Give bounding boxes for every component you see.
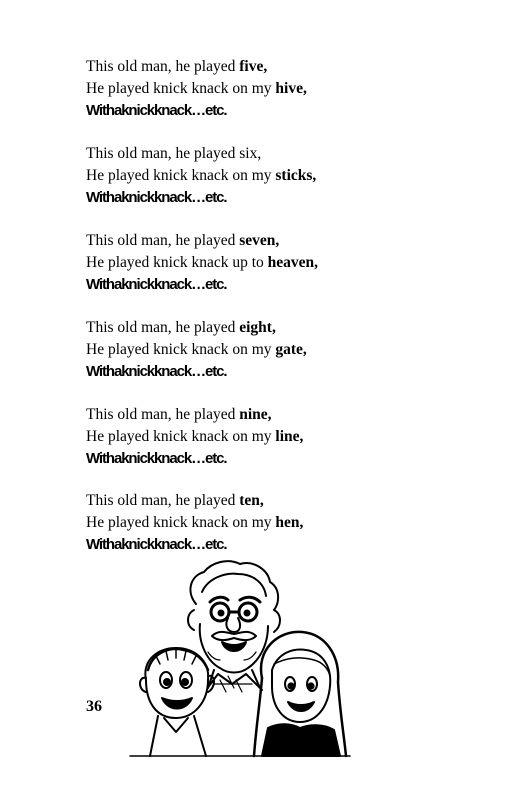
line-text: He played knick knack on my bbox=[86, 167, 276, 184]
stanza-line-2 bbox=[86, 512, 466, 534]
line-emphasis: hen, bbox=[275, 514, 304, 531]
stanza-nine bbox=[86, 404, 466, 470]
stanza-refrain: Withaknickknack…etc. bbox=[86, 189, 227, 206]
stanza-ten bbox=[86, 490, 466, 556]
stanza-refrain: Withaknickknack…etc. bbox=[86, 276, 227, 293]
line-text: This old man, he played bbox=[86, 232, 240, 249]
line-text: He played knick knack on my bbox=[86, 341, 276, 358]
line-emphasis: eight, bbox=[239, 319, 276, 336]
stanza-line-2 bbox=[86, 78, 466, 100]
family-cartoon-icon bbox=[128, 552, 352, 762]
stanza-line-2 bbox=[86, 252, 466, 274]
stanza-refrain: Withaknickknack…etc. bbox=[86, 536, 227, 553]
line-emphasis: seven, bbox=[239, 232, 280, 249]
stanza-line-1 bbox=[86, 490, 466, 512]
stanza-line-1 bbox=[86, 56, 466, 78]
stanza-line-2 bbox=[86, 426, 466, 448]
line-text: This old man, he played six, bbox=[86, 145, 262, 162]
line-text: He played knick knack on my bbox=[86, 80, 276, 97]
stanza-five bbox=[86, 56, 466, 122]
stanza-line-2 bbox=[86, 339, 466, 361]
stanza-line-1 bbox=[86, 404, 466, 426]
stanza-refrain: Withaknickknack…etc. bbox=[86, 450, 227, 467]
stanza-line-1 bbox=[86, 230, 466, 252]
stanza-eight bbox=[86, 317, 466, 383]
line-emphasis: five, bbox=[239, 58, 268, 75]
stanza-refrain: Withaknickknack…etc. bbox=[86, 363, 227, 380]
line-emphasis: ten, bbox=[239, 492, 264, 509]
stanza-line-2 bbox=[86, 165, 466, 187]
line-text: This old man, he played bbox=[86, 58, 240, 75]
line-emphasis: gate, bbox=[275, 341, 307, 358]
line-text: He played knick knack on my bbox=[86, 514, 276, 531]
stanza-six bbox=[86, 143, 466, 209]
page-number: 36 bbox=[86, 698, 102, 715]
line-text: This old man, he played bbox=[86, 406, 240, 423]
line-emphasis: nine, bbox=[239, 406, 272, 423]
stanza-seven bbox=[86, 230, 466, 296]
line-emphasis: sticks, bbox=[275, 167, 317, 184]
stanza-line-1 bbox=[86, 143, 466, 165]
stanza-line-1 bbox=[86, 317, 466, 339]
line-text: He played knick knack up to bbox=[86, 254, 268, 271]
line-text: This old man, he played bbox=[86, 492, 240, 509]
stanza-refrain: Withaknickknack…etc. bbox=[86, 102, 227, 119]
line-emphasis: heaven, bbox=[267, 254, 319, 271]
line-emphasis: hive, bbox=[275, 80, 307, 97]
line-text: He played knick knack on my bbox=[86, 428, 276, 445]
line-emphasis: line, bbox=[275, 428, 304, 445]
line-text: This old man, he played bbox=[86, 319, 240, 336]
